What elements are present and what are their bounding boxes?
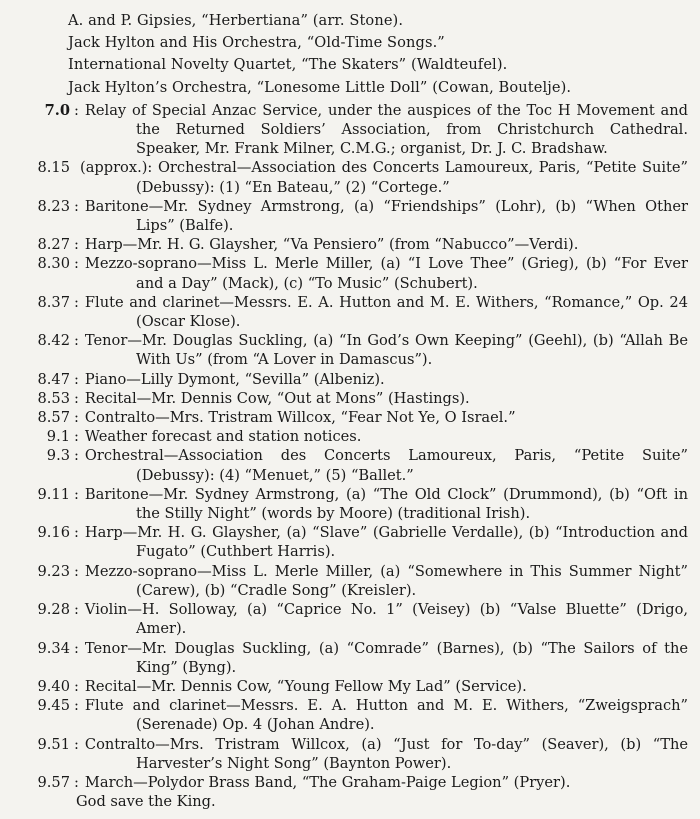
- entry-description: Mezzo-soprano—Miss L. Merle Miller, (a) “Somewhere in This Summer Night” (Carew), (b) “Cradle Song” (Kreisler).: [84, 562, 688, 599]
- entry-text: : Flute and clarinet—Messrs. E. A. Hutton and M. E. Withers, “Romance,” Op. 24 (Oscar Klose).: [74, 293, 688, 331]
- programme-entry: [6, 293, 694, 331]
- entry-time: 8.30: [37, 255, 70, 273]
- intro-line: International Novelty Quartet, “The Skaters” (Waldteufel).: [68, 56, 508, 74]
- entry-description: Contralto—Mrs. Tristram Willcox, “Fear Not Ye, O Israel.”: [84, 409, 516, 427]
- entry-time: 9.28: [37, 601, 70, 619]
- entry-text: : Contralto—Mrs. Tristram Willcox, “Fear Not Ye, O Israel.”: [74, 409, 516, 427]
- entry-time: 8.27: [37, 236, 70, 254]
- entry-text: : Recital—Mr. Dennis Cow, “Young Fellow My Lad” (Service).: [74, 677, 527, 695]
- entry-text: [74, 158, 694, 196]
- entry-text: : Harp—Mr. H. G. Glaysher, “Va Pensiero” (from “Nabucco”—Verdi).: [74, 236, 579, 254]
- intro-line: A. and P. Gipsies, “Herbertiana” (arr. Stone).: [68, 12, 404, 29]
- programme-entry: [6, 639, 694, 677]
- entry-text: : Tenor—Mr. Douglas Suckling, (a) “Comrade” (Barnes), (b) “The Sailors of the King” (Byng).: [74, 639, 688, 676]
- entry-description: Piano—Lilly Dymont, “Sevilla” (Albeniz).: [84, 370, 385, 388]
- entry-description: Baritone—Mr. Sydney Armstrong, (a) “Friendships” (Lohr), (b) “When Other Lips” (Balfe).: [84, 197, 688, 235]
- entry-text: : March—Polydor Brass Band, “The Graham-Paige Legion” (Pryer).: [74, 773, 571, 791]
- entry-time: 9.16: [37, 524, 70, 542]
- entry-time: 9.40: [37, 677, 70, 695]
- programme-entry: [6, 600, 694, 638]
- entry-time: 8.53: [37, 389, 70, 407]
- programme-entry: [6, 158, 694, 196]
- entry-time: 9.34: [37, 639, 70, 657]
- programme-entry: [6, 485, 694, 523]
- entry-description: Violin—H. Solloway, (a) “Caprice No. 1” (Veisey) (b) “Valse Bluette” (Drigo, Amer).: [84, 601, 688, 638]
- entry-time: 9.45: [37, 697, 70, 715]
- entry-description: Baritone—Mr. Sydney Armstrong, (a) “The Old Clock” (Drummond), (b) “Oft in the Stilly Night” (words by Moore) (traditional Irish).: [84, 485, 688, 523]
- entry-description: Recital—Mr. Dennis Cow, “Young Fellow My Lad” (Service).: [84, 677, 527, 695]
- entry-description: Relay of Special Anzac Service, under the auspices of the Toc H Movement and the Returned Soldiers’ Association, from Christchurch Cathedral. Speaker, Mr. Frank Milner, C.M.G.; organist, Dr. J. C. Bradshaw.: [84, 101, 688, 158]
- entry-text: : Tenor—Mr. Douglas Suckling, (a) “In God’s Own Keeping” (Geehl), (b) “Allah Be With Us” (from “A Lover in Damascus”).: [74, 332, 688, 369]
- entry-text: : Recital—Mr. Dennis Cow, “Out at Mons” (Hastings).: [74, 389, 470, 407]
- entry-time: 8.47: [37, 370, 70, 388]
- entry-description: Harp—Mr. H. G. Glaysher, “Va Pensiero” (from “Nabucco”—Verdi).: [84, 236, 579, 254]
- entry-text: : Weather forecast and station notices.: [74, 428, 362, 446]
- entry-description: (approx.): Orchestral—Association des Concerts Lamoureux, Paris, “Petite Suite” (Debussy): (1) “En Bateau,” (2) “Cortege.”: [80, 159, 688, 196]
- programme-entry: [6, 235, 694, 254]
- entry-time: 9.23: [37, 562, 70, 580]
- entry-description: Flute and clarinet—Messrs. E. A. Hutton and M. E. Withers, “Romance,” Op. 24 (Oscar Klose).: [84, 293, 688, 331]
- entry-text: : Mezzo-soprano—Miss L. Merle Miller, (a) “Somewhere in This Summer Night” (Carew), (b) “Cradle Song” (Kreisler).: [74, 562, 688, 599]
- entry-description: Weather forecast and station notices.: [84, 428, 362, 446]
- entry-time: 8.23: [37, 197, 70, 215]
- entry-time: 8.15: [37, 159, 70, 177]
- programme-entry: [6, 408, 694, 427]
- entry-time: 9.11: [37, 485, 70, 503]
- programme-entry: [6, 446, 694, 484]
- programme-entry: [6, 331, 694, 369]
- entry-description: Recital—Mr. Dennis Cow, “Out at Mons” (Hastings).: [84, 389, 470, 407]
- entry-text: : Flute and clarinet—Messrs. E. A. Hutton and M. E. Withers, “Zweigsprach” (Serenade) Op. 4 (Johan Andre).: [74, 697, 688, 734]
- programme-entry: [6, 427, 694, 446]
- entry-time: 9.51: [37, 735, 70, 753]
- programme-entry: [6, 773, 694, 792]
- entry-text: : Baritone—Mr. Sydney Armstrong, (a) “Friendships” (Lohr), (b) “When Other Lips” (Balfe).: [74, 197, 688, 235]
- programme-entry: [6, 197, 694, 235]
- entry-text: : Baritone—Mr. Sydney Armstrong, (a) “The Old Clock” (Drummond), (b) “Oft in the Stilly Night” (words by Moore) (traditional Irish).: [74, 485, 688, 523]
- entry-time: 7.0: [44, 101, 70, 119]
- entry-description: Tenor—Mr. Douglas Suckling, (a) “Comrade” (Barnes), (b) “The Sailors of the King” (Byng).: [84, 639, 688, 676]
- programme-entry: [6, 523, 694, 561]
- entry-description: Contralto—Mrs. Tristram Willcox, (a) “Just for To-day” (Seaver), (b) “The Harvester’s Night Song” (Baynton Power).: [84, 735, 688, 772]
- programme-entry: [6, 562, 694, 600]
- entry-description: March—Polydor Brass Band, “The Graham-Paige Legion” (Pryer).: [84, 773, 571, 791]
- entry-description: Tenor—Mr. Douglas Suckling, (a) “In God’s Own Keeping” (Geehl), (b) “Allah Be With Us” (from “A Lover in Damascus”).: [84, 332, 688, 369]
- entry-time: 9.3: [46, 447, 70, 465]
- programme-entry: [6, 696, 694, 734]
- entry-text: : Piano—Lilly Dymont, “Sevilla” (Albeniz).: [74, 370, 385, 388]
- entry-text: : Violin—H. Solloway, (a) “Caprice No. 1” (Veisey) (b) “Valse Bluette” (Drigo, Amer).: [74, 601, 688, 638]
- entry-time: 8.37: [37, 293, 70, 311]
- programme-entry: [6, 735, 694, 773]
- entry-description: Flute and clarinet—Messrs. E. A. Hutton and M. E. Withers, “Zweigsprach” (Serenade) Op. 4 (Johan Andre).: [84, 697, 688, 734]
- entry-text: : Mezzo-soprano—Miss L. Merle Miller, (a) “I Love Thee” (Grieg), (b) “For Ever and a Day” (Mack), (c) “To Music” (Schubert).: [74, 255, 688, 292]
- entry-text: : Harp—Mr. H. G. Glaysher, (a) “Slave” (Gabrielle Verdalle), (b) “Introduction and Fugato” (Cuthbert Harris).: [74, 524, 688, 561]
- entry-text: : Relay of Special Anzac Service, under the auspices of the Toc H Movement and the Returned Soldiers’ Association, from Christchurch Cathedral. Speaker, Mr. Frank Milner, C.M.G.; organist, Dr. J. C. Bradshaw.: [74, 101, 688, 158]
- entry-description: Mezzo-soprano—Miss L. Merle Miller, (a) “I Love Thee” (Grieg), (b) “For Ever and a Day” (Mack), (c) “To Music” (Schubert).: [84, 255, 688, 292]
- intro-line: Jack Hylton and His Orchestra, “Old-Time Songs.”: [68, 34, 445, 52]
- programme-entry: [6, 370, 694, 389]
- programme-entry: [6, 677, 694, 696]
- programme-entry: [6, 254, 694, 292]
- programme-listing: [6, 10, 694, 811]
- entry-time: 9.1: [46, 428, 70, 446]
- programme-entry: [6, 389, 694, 408]
- programme-entry: [6, 101, 694, 159]
- entry-text: : Contralto—Mrs. Tristram Willcox, (a) “Just for To-day” (Seaver), (b) “The Harvester’s Night Song” (Baynton Power).: [74, 735, 688, 772]
- closing-line: God save the King.: [76, 793, 216, 811]
- entry-description: Orchestral—Association des Concerts Lamoureux, Paris, “Petite Suite” (Debussy): (4) “Menuet,” (5) “Ballet.”: [84, 447, 688, 484]
- entry-time: 8.57: [37, 409, 70, 427]
- entry-time: 8.42: [37, 332, 70, 350]
- entry-time: 9.57: [37, 773, 70, 791]
- intro-line: Jack Hylton’s Orchestra, “Lonesome Little Doll” (Cowan, Boutelje).: [68, 78, 572, 96]
- entry-text: : Orchestral—Association des Concerts Lamoureux, Paris, “Petite Suite” (Debussy): (4) “Menuet,” (5) “Ballet.”: [74, 447, 688, 484]
- entry-description: Harp—Mr. H. G. Glaysher, (a) “Slave” (Gabrielle Verdalle), (b) “Introduction and Fugato” (Cuthbert Harris).: [84, 524, 688, 561]
